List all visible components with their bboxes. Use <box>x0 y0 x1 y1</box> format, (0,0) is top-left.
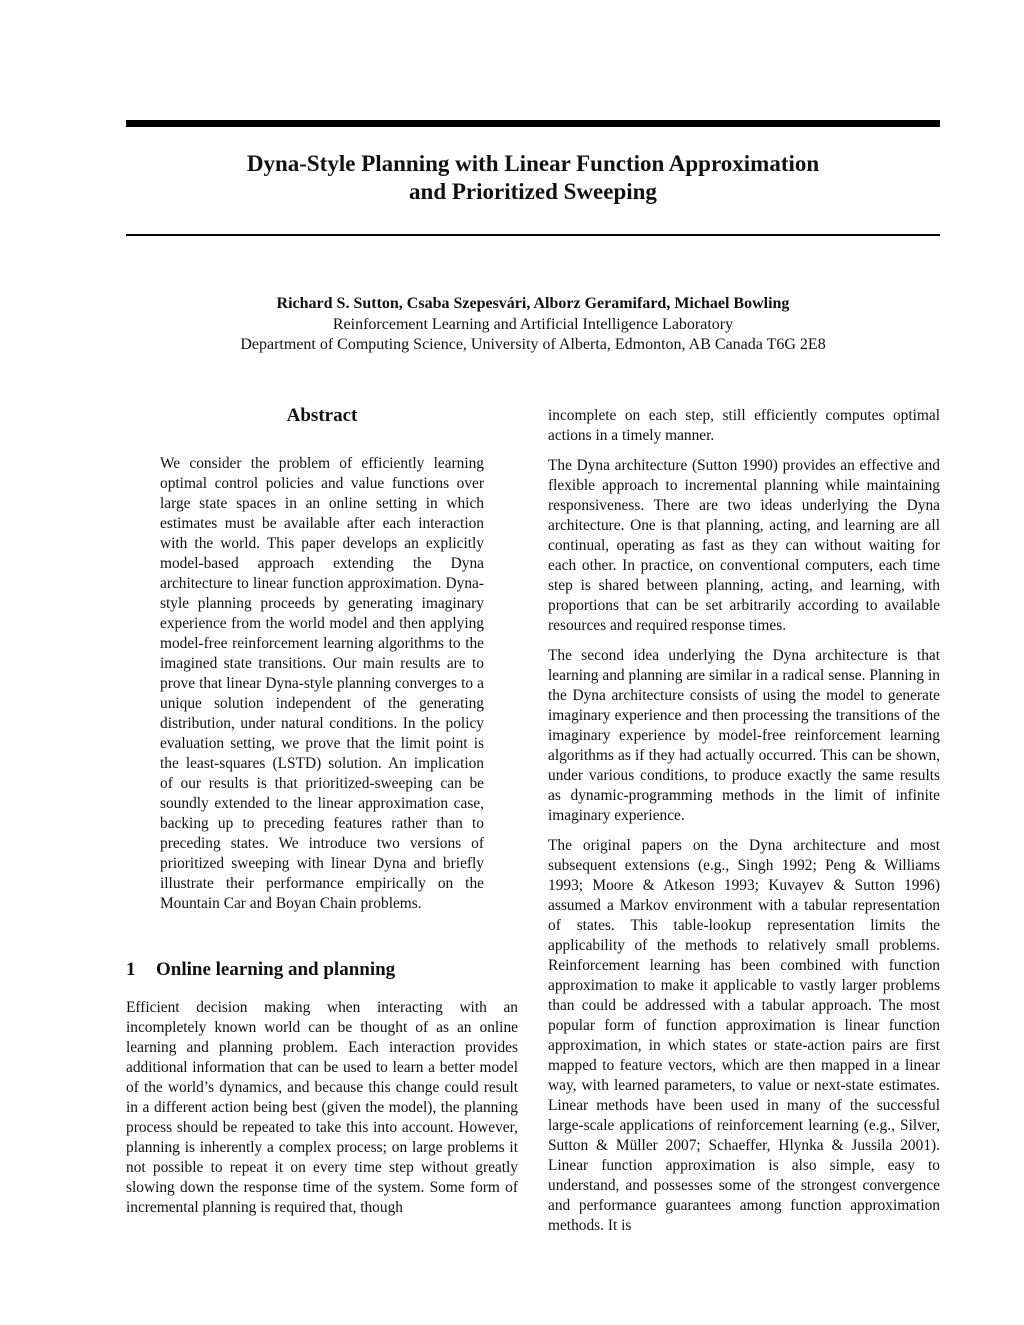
section-1-paragraph-4: The original papers on the Dyna architecture and most subsequent extensions (e.g., Singh 1992; Peng & Williams 1993; Moore & Atkeson 1993; Kuvayev & Sutton 1996) assumed a Markov environment with a tabular representation of states. This table-lookup representation limits the applicability of the methods to relatively small problems. Reinforcement learning has been combined with function approximation to make it applicable to vastly larger problems than could be addressed with a tabular approach. The most popular form of function approximation is linear function approximation, in which states or state-action pairs are first mapped to feature vectors, which are then mapped in a linear way, with learned parameters, to value or next-state estimates. Linear methods have been used in many of the successful large-scale applications of reinforcement learning (e.g., Silver, Sutton & Müller 2007; Schaeffer, Hlynka & Jussila 2001). Linear function approximation is also simple, easy to understand, and possesses some of the strongest convergence and performance guarantees among function approximation methods. It is <box>548 837 940 1234</box>
section-1-paragraph-1: Efficient decision making when interacting with an incompletely known world can be thought of as an online learning and planning problem. Each interaction provides additional information that can be used to learn a better model of the world’s dynamics, and because this change could result in a different action being best (given the model), the planning process should be repeated to take this into account. However, planning is inherently a complex process; on large problems it not possible to repeat it on every time step without greatly slowing down the response time of the system. Some form of incremental planning is required that, though <box>126 999 518 1216</box>
title-line-1: Dyna-Style Planning with Linear Function Approximation <box>246 151 820 176</box>
affiliation-department: Department of Computing Science, University of Alberta, Edmonton, AB Canada T6G 2E8 <box>240 336 826 353</box>
top-thick-rule <box>126 120 940 127</box>
affiliation-lab: Reinforcement Learning and Artificial Intelligence Laboratory <box>332 315 734 333</box>
section-1-paragraph-2: The Dyna architecture (Sutton 1990) provides an effective and flexible approach to incremental planning while maintaining responsiveness. There are two ideas underlying the Dyna architecture. One is that planning, acting, and learning are all continual, operating as fast as they can without waiting for each other. In practice, on conventional computers, each time step is shared between planning, acting, and learning, with proportions that can be set arbitrarily according to available resources and required response times. <box>548 457 940 634</box>
paper-title <box>126 150 940 206</box>
left-column <box>126 402 518 1218</box>
section-1-paragraph-1-continued: incomplete on each step, still efficiently computes optimal actions in a timely manner. <box>548 407 940 444</box>
title-line-2: and Prioritized Sweeping <box>409 179 657 204</box>
section-1-paragraph-3: The second idea underlying the Dyna architecture is that learning and planning are similar in a radical sense. Planning in the Dyna architecture consists of using the model to generate imaginary experience and then processing the transitions of the imaginary experience by model-free reinforcement learning algorithms as if they had actually occurred. This can be shown, under various conditions, to produce exactly the same results as dynamic-programming methods in the limit of infinite imaginary experience. <box>548 647 940 824</box>
section-1-heading <box>126 958 518 982</box>
right-column <box>548 406 940 1236</box>
author-names: Richard S. Sutton, Csaba Szepesvári, Alborz Geramifard, Michael Bowling <box>276 295 790 312</box>
title-bottom-rule <box>126 234 940 236</box>
section-1-title: Online learning and planning <box>156 959 396 980</box>
abstract-text: We consider the problem of efficiently learning optimal control policies and value functions over large state spaces in an online setting in which estimates must be available after each interaction with the world. This paper develops an explicitly model-based approach extending the Dyna architecture to linear function approximation. Dyna-style planning proceeds by generating imaginary experience from the world model and then applying model-free reinforcement learning algorithms to the imagined state transitions. Our main results are to prove that linear Dyna-style planning converges to a unique solution independent of the generating distribution, under natural conditions. In the policy evaluation setting, we prove that the limit point is the least-squares (LSTD) solution. An implication of our results is that prioritized-sweeping can be soundly extended to the linear approximation case, backing up to preceding features rather than to preceding states. We introduce two versions of prioritized sweeping with linear Dyna and briefly illustrate their performance empirically on the Mountain Car and Boyan Chain problems. <box>160 455 484 912</box>
author-block <box>126 294 940 356</box>
section-1-number: 1 <box>126 959 136 980</box>
abstract-heading: Abstract <box>286 405 358 426</box>
